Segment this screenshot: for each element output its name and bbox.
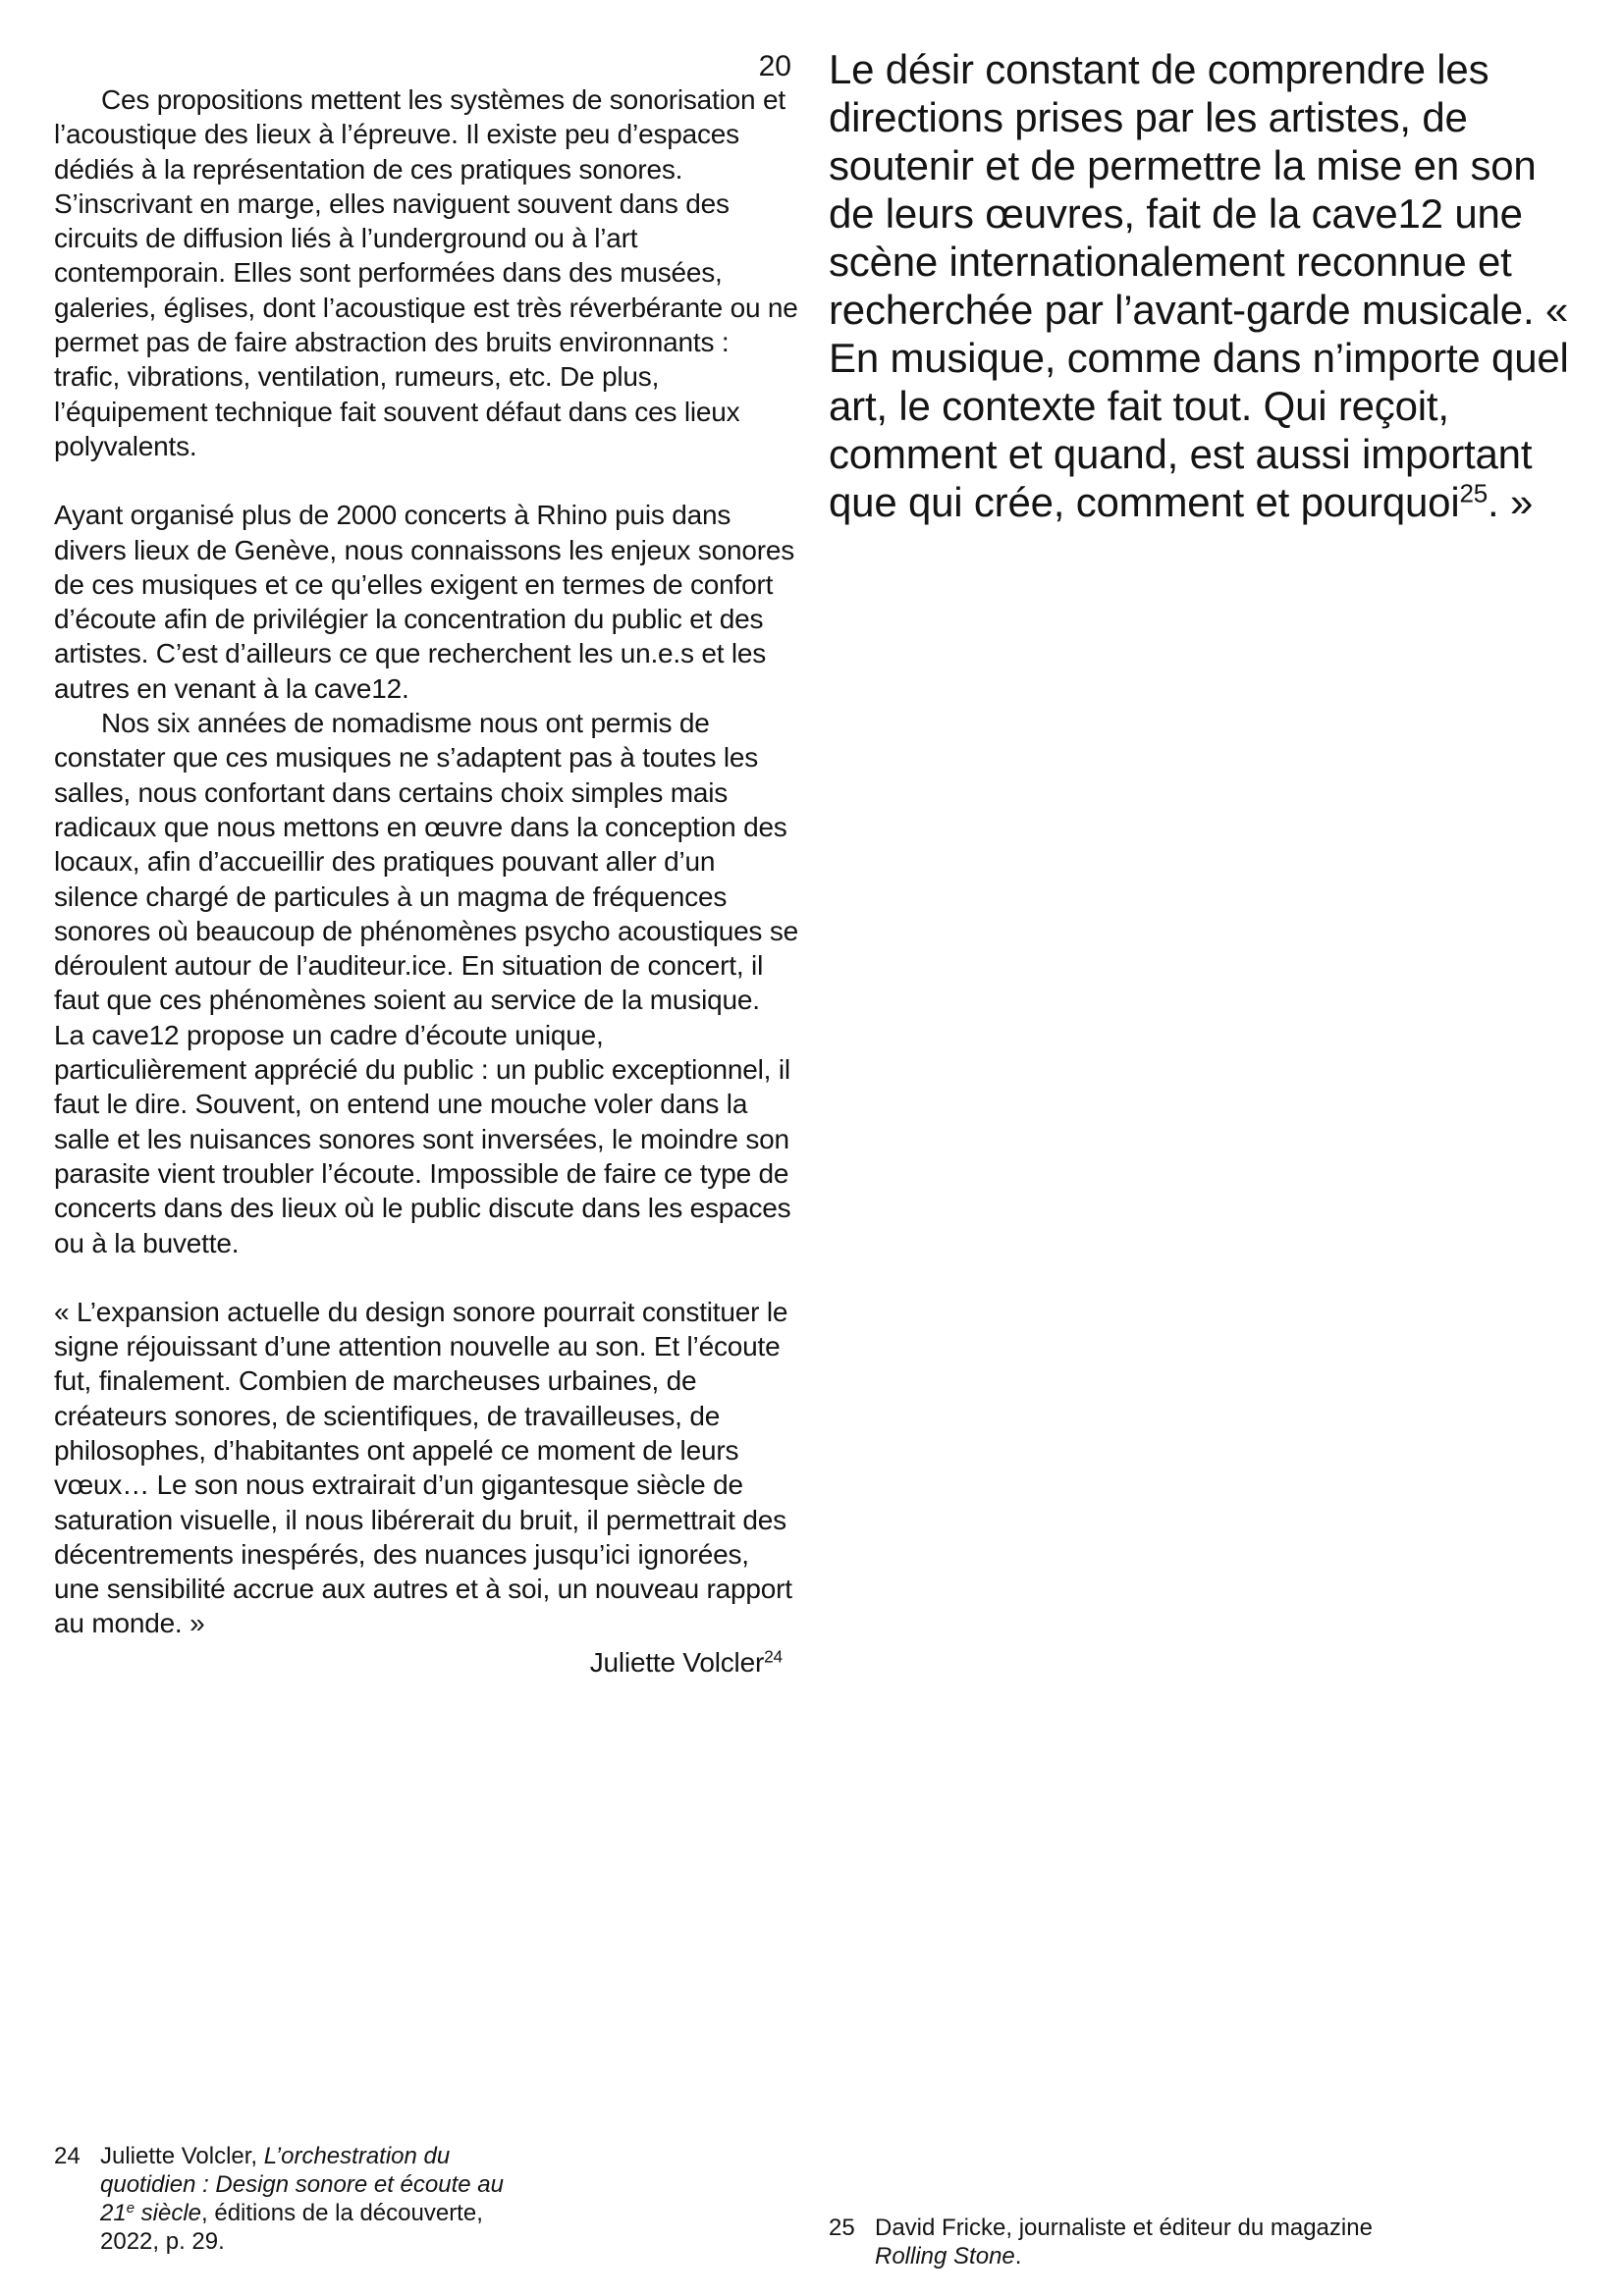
- footnote-body: David Fricke, journaliste et éditeur du magazine: [875, 2215, 1373, 2241]
- quote-attribution: [54, 1645, 783, 1680]
- body-text-column: [54, 82, 800, 1680]
- paragraph-nomadism: Nos six années de nomadisme nous ont permis de constater que ces musiques ne s’adaptent pas à toutes les salles, nous confortant dans certains choix simples mais radicaux que nous mettons en œuvre dans la conception des locaux, afin d’accueillir des pratiques pouvant aller d’un silence chargé de particules à un magma de fréquences sonores où beaucoup de phénomènes psycho acoustiques se déroulent autour de l’auditeur.ice. En situation de concert, il faut que ces phénomènes soient au service de la musique.: [54, 708, 798, 1016]
- paragraph-venues: Ces propositions mettent les systèmes de sonorisation et l’acoustique des lieux à l’épreuve. Il existe peu d’espaces dédiés à la représentation de ces pratiques sonores. S’inscrivant en marge, elles naviguent souvent dans des circuits de diffusion liés à l’underground ou à l’art contemporain. Elles sont performées dans des musées, galeries, églises, dont l’acoustique est très réverbérante ou ne permet pas de faire abstraction des bruits environnants : trafic, vibrations, ventilation, rumeurs, etc. De plus, l’équipement technique fait souvent défaut dans ces lieux polyvalents.: [54, 84, 798, 461]
- footnote-publisher: , éditions de la découverte, 2022, p. 29.: [100, 2200, 483, 2255]
- block-quote-volcler: « L’expansion actuelle du design sonore pourrait constituer le signe réjouissant d’une attention nouvelle au son. Et l’écoute fut, finalement. Combien de marcheuses urbaines, de créateurs sonores, de scientifiques, de travailleuses, de philosophes, d’habitantes ont appelé ce moment de leurs vœux… Le son nous extrairait d’un gigantesque siècle de saturation visuelle, il nous libérerait du bruit, il permettrait des décentrements inespérés, des nuances jusqu’ici ignorées, une sensibilité accrue aux autres et à soi, un nouveau rapport au monde. »: [54, 1296, 792, 1639]
- footnote-number: 24: [54, 2143, 81, 2169]
- footnote-magazine: Rolling Stone: [875, 2243, 1015, 2269]
- footnote-title: L’orchestration du quotidien : Design sonore et écoute au 21: [100, 2143, 504, 2226]
- paragraph-rhino-concerts: Ayant organisé plus de 2000 concerts à Rhino puis dans divers lieux de Genève, nous connaissons les enjeux sonores de ces musiques et ce qu’elles exigent en termes de confort d’écoute afin de privilégier la concentration du public et des artistes. C’est d’ailleurs ce que recherchent les un.e.s et les autres en venant à la cave12.: [54, 500, 794, 704]
- footnote-text: [100, 2142, 525, 2256]
- footnote-text: [875, 2214, 1379, 2270]
- footnote-ref-25: 25: [1459, 478, 1489, 508]
- pull-quote-column: [829, 45, 1575, 526]
- footnote-number: 25: [829, 2215, 855, 2241]
- footnote-24: [54, 2142, 525, 2256]
- footnote-25: [829, 2214, 1379, 2270]
- pull-quote-text: Le désir constant de comprendre les directions prises par les artistes, de soutenir et de permettre la mise en son de leurs œuvres, fait de la cave12 une scène internationalement reconnue et recherchée par l’avant-garde musicale. « En musique, comme dans n’importe quel art, le contexte fait tout. Qui reçoit, comment et quand, est aussi important que qui crée, comment et pourquoi: [829, 46, 1569, 525]
- pull-quote-closing: . »: [1488, 479, 1534, 525]
- footnote-title-end: siècle: [134, 2200, 202, 2226]
- pull-quote: [829, 45, 1575, 526]
- footnote-author: Juliette Volcler,: [100, 2143, 264, 2169]
- page-number: 20: [758, 50, 791, 82]
- footnote-title-superscript: e: [126, 2200, 135, 2216]
- footnote-end: .: [1014, 2243, 1022, 2269]
- attribution-author: Juliette Volcler: [589, 1646, 765, 1678]
- footnote-ref-24: 24: [764, 1646, 783, 1667]
- paragraph-listening-frame: La cave12 propose un cadre d’écoute unique, particulièrement apprécié du public : un public exceptionnel, il faut le dire. Souvent, on entend une mouche voler dans la salle et les nuisances sonores sont inversées, le moindre son parasite vient troubler l’écoute. Impossible de faire ce type de concerts dans des lieux où le public discute dans les espaces ou à la buvette.: [54, 1019, 791, 1258]
